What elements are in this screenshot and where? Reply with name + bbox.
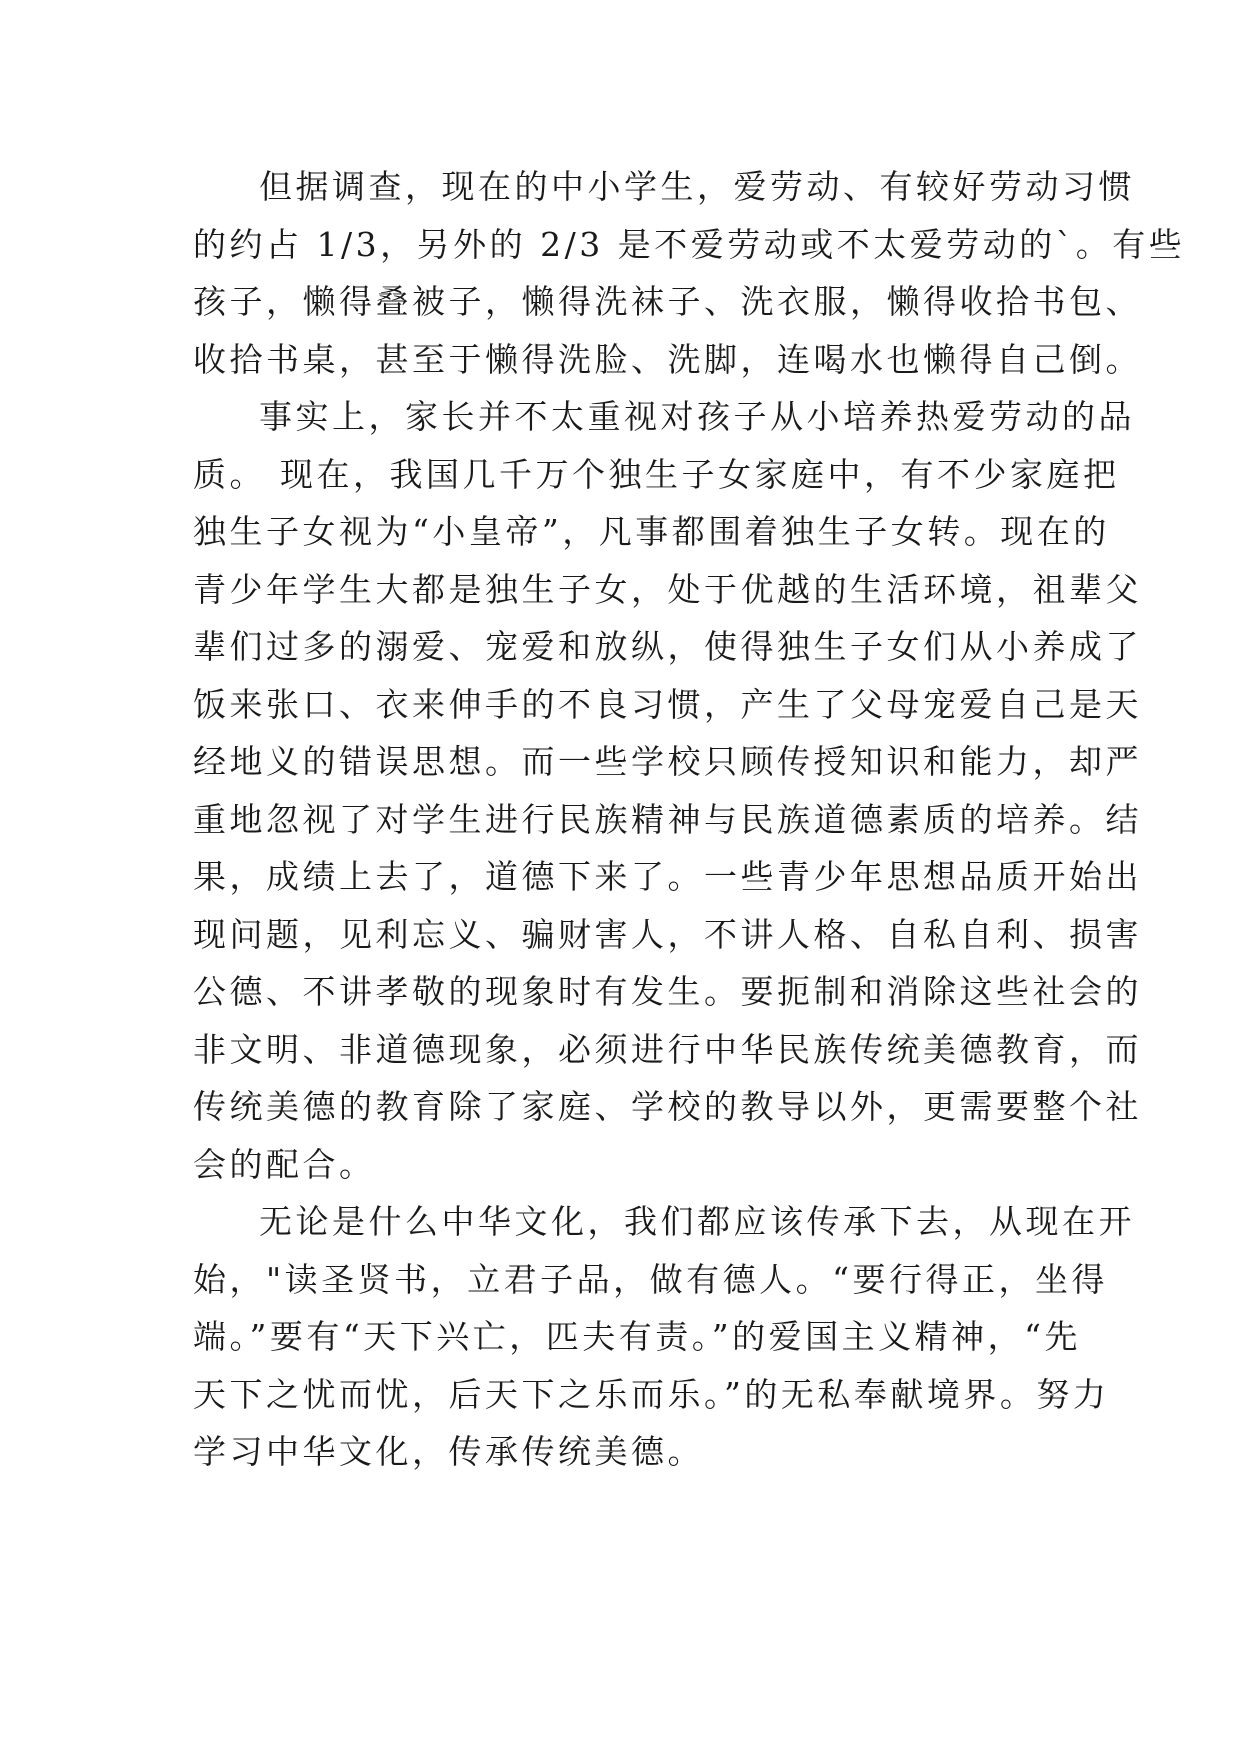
text-line: 天下之忧而忧，后天下之乐而乐。”的无私奉献境界。努力 — [193, 1374, 1110, 1414]
text-line: 无论是什么中华文化，我们都应该传承下去，从现在开 — [259, 1202, 1135, 1241]
text-line: 饭来张口、衣来伸手的不良习惯，产生了父母宠爱自己是天 — [193, 684, 1142, 724]
text-line: 现问题，见利忘义、骗财害人，不讲人格、自私自利、损害 — [193, 914, 1142, 954]
document-body — [193, 158, 1186, 1481]
text-line: 端。”要有“天下兴亡，匹夫有责。”的爱国主义精神，“先 — [193, 1317, 1081, 1356]
text-line: 公德、不讲孝敬的现象时有发生。要扼制和消除这些社会的 — [193, 972, 1142, 1011]
paragraph-2 — [193, 388, 1142, 1193]
text-line: 非文明、非道德现象，必须进行中华民族传统美德教育，而 — [193, 1029, 1142, 1069]
text-line: 经地义的错误思想。而一些学校只顾传授知识和能力，却严 — [193, 742, 1142, 781]
text-line: 青少年学生大都是独生子女，处于优越的生活环境，祖辈父 — [193, 569, 1142, 609]
text-line: 独生子女视为“小皇帝”，凡事都围着独生子女转。现在的 — [193, 512, 1110, 551]
text-line: 学习中华文化，传承传统美德。 — [193, 1432, 704, 1471]
text-line: 收拾书桌，甚至于懒得洗脸、洗脚，连喝水也懒得自己倒。 — [193, 339, 1142, 379]
text-line: 的约占 1/3，另外的 2/3 是不爱劳动或不太爱劳动的`。有些 — [193, 224, 1186, 264]
text-line: 重地忽视了对学生进行民族精神与民族道德素质的培养。结 — [193, 799, 1142, 839]
paragraph-1 — [193, 158, 1186, 388]
text-line: 果，成绩上去了，道德下来了。一些青少年思想品质开始出 — [193, 857, 1142, 896]
paragraph-3 — [193, 1193, 1135, 1481]
text-line: 事实上，家长并不太重视对孩子从小培养热爱劳动的品 — [259, 397, 1135, 436]
text-line: 辈们过多的溺爱、宠爱和放纵，使得独生子女们从小养成了 — [193, 627, 1142, 666]
text-line: 但据调查，现在的中小学生，爱劳动、有较好劳动习惯 — [259, 167, 1135, 206]
text-line: 会的配合。 — [193, 1144, 376, 1184]
text-line: 传统美德的教育除了家庭、学校的教导以外，更需要整个社 — [193, 1087, 1142, 1126]
text-line: 孩子，懒得叠被子，懒得洗袜子、洗衣服，懒得收拾书包、 — [193, 282, 1142, 321]
text-line: 质。 现在，我国几千万个独生子女家庭中，有不少家庭把 — [193, 454, 1120, 494]
text-line: 始，"读圣贤书，立君子品，做有德人。“要行得正，坐得 — [193, 1259, 1109, 1299]
